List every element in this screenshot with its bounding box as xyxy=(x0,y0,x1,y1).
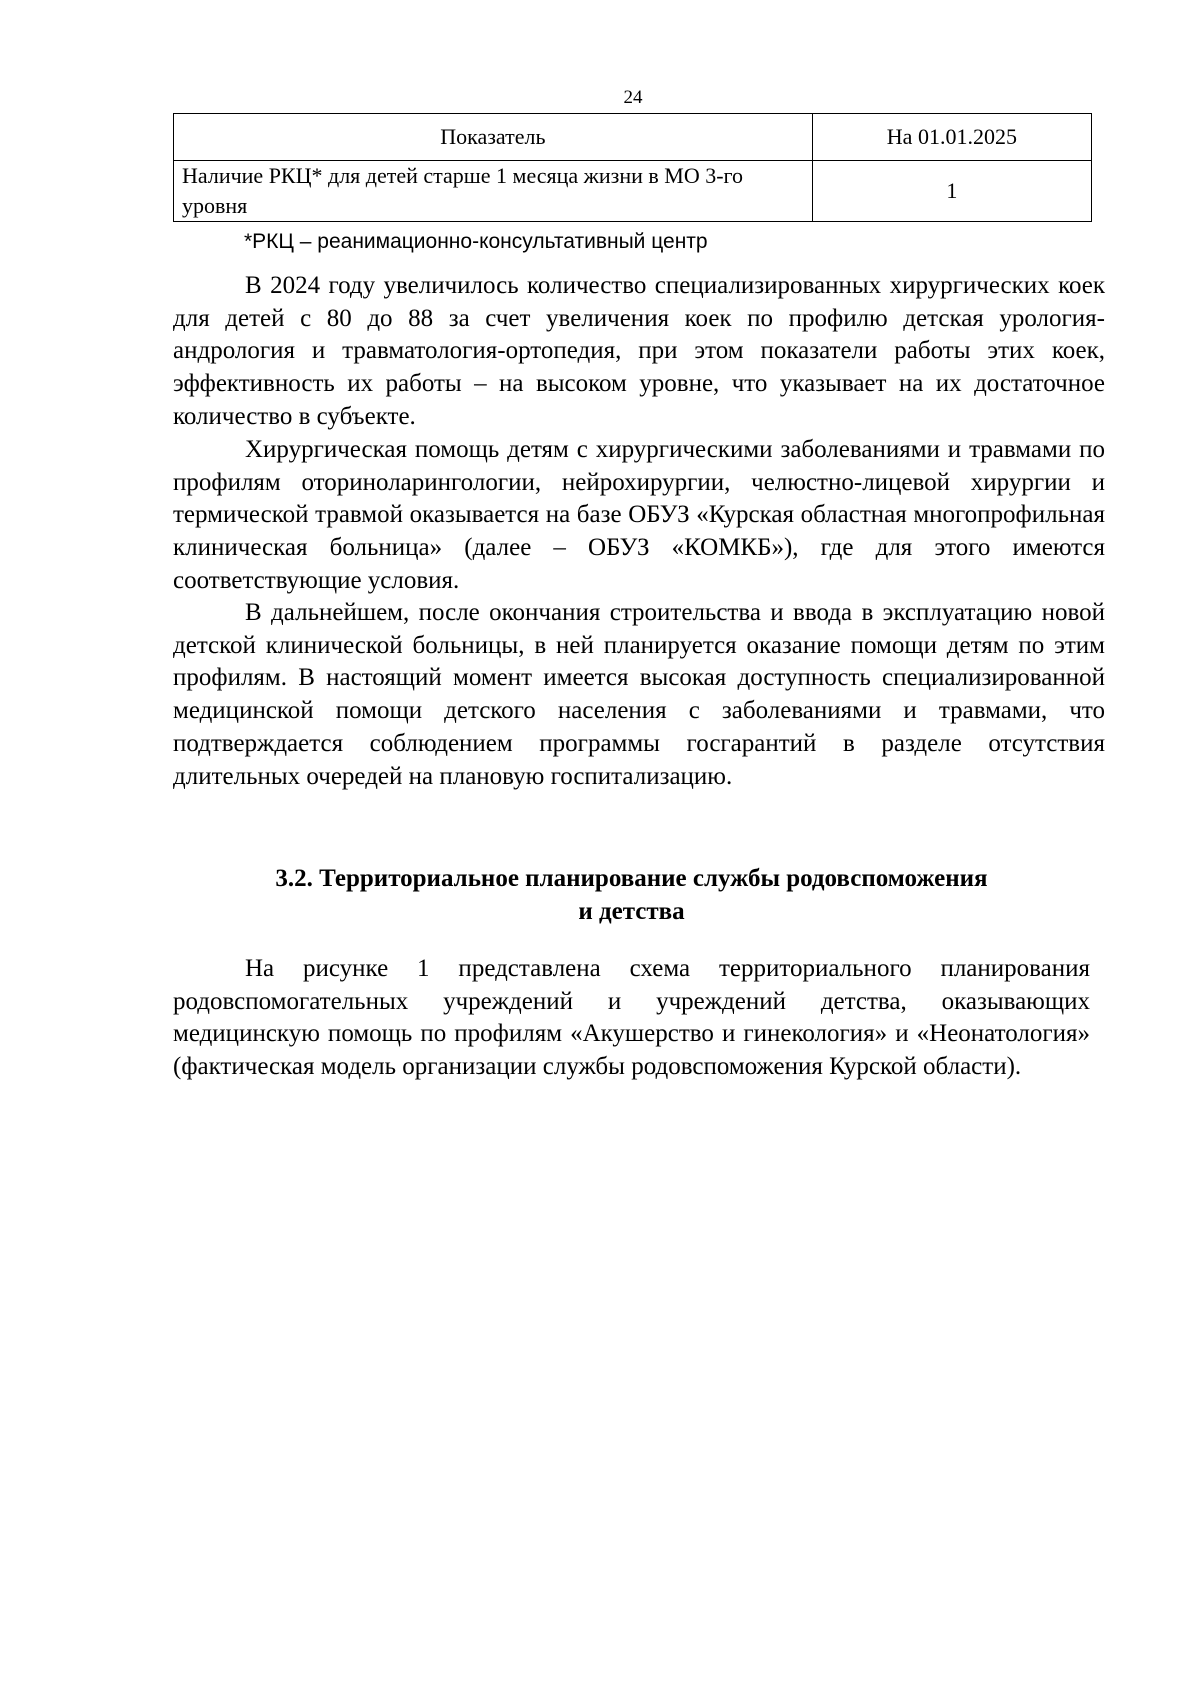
paragraph-beds: В 2024 году увеличилось количество специализированных хирургических коек для детей с 80 до 88 за счет увеличения коек по профилю детская урология-андрология и травматология-ортопедия, при этом показатели работы этих коек, эффективность их работы – на высоком уровне, что указывает на их достаточное количество в субъекте. xyxy=(173,272,1105,430)
section-title-line1: 3.2. Территориальное планирование службы родовспоможения xyxy=(275,865,988,892)
section-heading xyxy=(173,863,1090,928)
paragraph-new-hospital: В дальнейшем, после окончания строительства и ввода в эксплуатацию новой детской клинической больницы, в ней планируется оказание помощи детям по этим профилям. В настоящий момент имеется высокая доступность специализированной медицинской помощи детского населения с заболеваниями и травмами, что подтверждается соблюдением программы госгарантий в разделе отсутствия длительных очередей на плановую госпитализацию. xyxy=(173,599,1105,790)
row-indicator-cell: Наличие РКЦ* для детей старше 1 месяца жизни в МО 3-го уровня xyxy=(174,161,813,222)
paragraph-surgical-care: Хирургическая помощь детям с хирургическими заболеваниями и травмами по профилям оториноларингологии, нейрохирургии, челюстно-лицевой хирургии и термической травмой оказывается на базе ОБУЗ «Курская областная многопрофильная клиническая больница» (далее – ОБУЗ «КОМКБ»), где для этого имеются соответствующие условия. xyxy=(173,436,1105,594)
row-value-cell: 1 xyxy=(812,161,1091,222)
indicator-table xyxy=(173,113,1092,222)
page-number: 24 xyxy=(623,87,643,108)
header-date: На 01.01.2025 xyxy=(812,114,1091,161)
paragraph-figure-intro: На рисунке 1 представлена схема территориального планирования родовспомогательных учреждений и учреждений детства, оказывающих медицинскую помощь по профилям «Акушерство и гинекология» и «Неонатология» (фактическая модель организации службы родовспоможения Курской области). xyxy=(173,955,1090,1081)
footnote: *РКЦ – реанимационно-консультативный центр xyxy=(244,230,708,253)
table-header-row xyxy=(174,114,1092,161)
table-row xyxy=(174,161,1092,222)
header-indicator: Показатель xyxy=(174,114,813,161)
section-title-line2: и детства xyxy=(578,897,685,925)
